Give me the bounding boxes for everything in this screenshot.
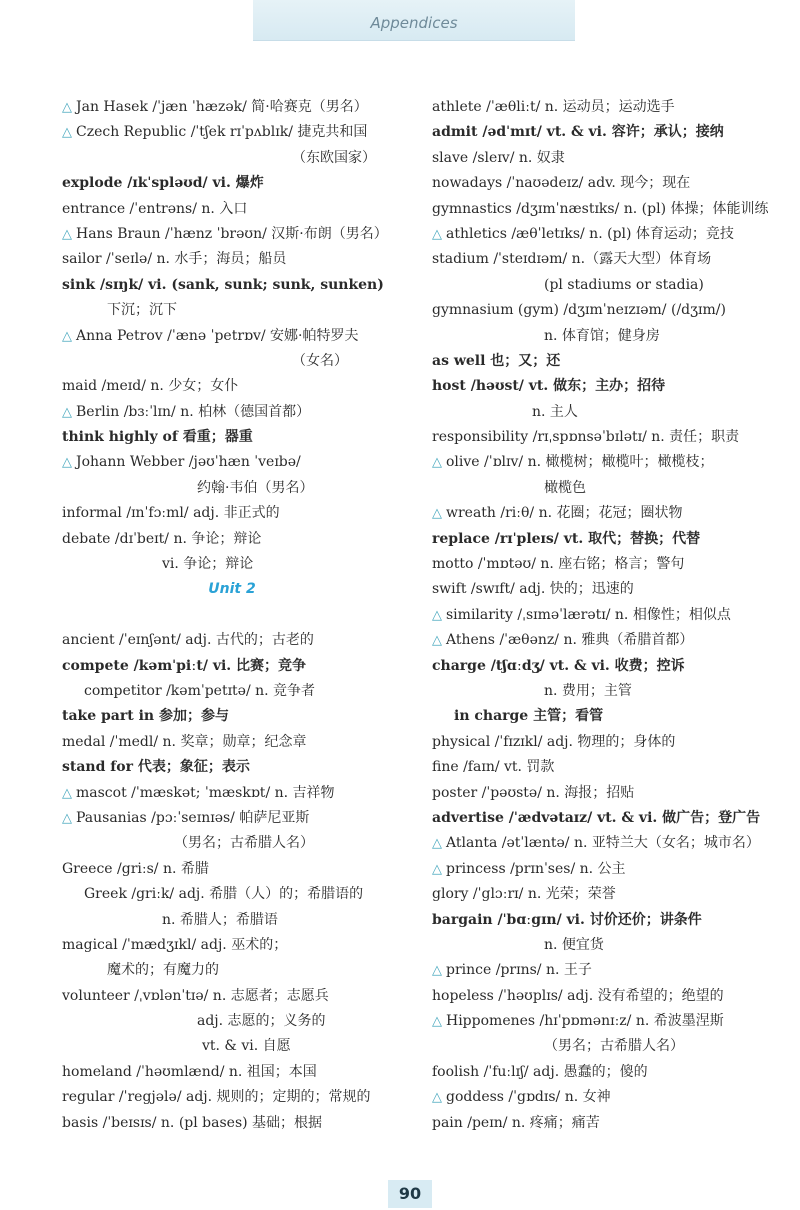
unit-heading: Unit 2 xyxy=(208,581,256,598)
entry-text: vt. & vi. 自愿 xyxy=(202,1038,291,1055)
entry-text: 橄榄色 xyxy=(544,479,586,496)
vocab-entry xyxy=(62,1034,402,1059)
vocab-entry xyxy=(62,806,402,831)
vocab-entry xyxy=(62,171,402,196)
triangle-marker-icon: △ xyxy=(62,785,72,801)
entry-text: slave /sleɪv/ n. 奴隶 xyxy=(432,149,565,166)
triangle-marker-icon: △ xyxy=(62,810,72,826)
entry-text: poster /ˈpəʊstə/ n. 海报；招贴 xyxy=(432,784,635,801)
entry-text: sink /sɪŋk/ vi. (sank, sunk; sunk, sunken) xyxy=(62,276,384,293)
vocab-entry xyxy=(62,1060,402,1085)
entry-text: n. 费用；主管 xyxy=(544,682,632,699)
entry-text: (pl stadiums or stadia) xyxy=(544,276,704,293)
vocab-entry xyxy=(432,958,777,983)
vocab-entry xyxy=(432,857,777,882)
triangle-marker-icon: △ xyxy=(432,226,442,242)
entry-text: athletics /æθˈletɪks/ n. (pl) 体育运动；竞技 xyxy=(446,225,734,242)
entry-text: Greek /griːk/ adj. 希腊（人）的；希腊语的 xyxy=(84,886,364,903)
entry-text: explode /ɪkˈspləʊd/ vi. 爆炸 xyxy=(62,175,264,192)
vocab-entry xyxy=(62,654,402,679)
entry-text: hopeless /ˈhəʊplɪs/ adj. 没有希望的；绝望的 xyxy=(432,987,724,1004)
entry-text: glory /ˈglɔːrɪ/ n. 光荣；荣誉 xyxy=(432,886,616,903)
vocab-entry xyxy=(432,349,777,374)
section-title: Appendices xyxy=(370,14,458,32)
entry-text: sailor /ˈseɪlə/ n. 水手；海员；船员 xyxy=(62,251,287,268)
entry-text: informal /ɪnˈfɔːml/ adj. 非正式的 xyxy=(62,505,280,522)
vocab-entry xyxy=(62,374,402,399)
entry-text: take part in 参加；参与 xyxy=(62,708,229,725)
triangle-marker-icon: △ xyxy=(62,328,72,344)
vocab-entry xyxy=(62,958,402,983)
vocab-entry xyxy=(62,857,402,882)
entry-text: n. 体育馆；健身房 xyxy=(544,327,660,344)
entry-text: 魔术的；有魔力的 xyxy=(107,962,219,979)
vocab-entry xyxy=(62,1085,402,1110)
vocab-entry xyxy=(62,704,402,729)
vocab-entry xyxy=(62,628,402,653)
vocab-entry xyxy=(432,781,777,806)
entry-text: Czech Republic /ˈtʃek rɪˈpʌblɪk/ 捷克共和国 xyxy=(76,124,368,141)
vocab-entry xyxy=(432,1034,777,1059)
triangle-marker-icon: △ xyxy=(62,100,72,115)
vocab-entry xyxy=(62,755,402,780)
entry-text: responsibility /rɪˌspɒnsəˈbɪlətɪ/ n. 责任；职责 xyxy=(432,429,740,446)
vocab-entry xyxy=(62,95,402,120)
entry-text: prince /prɪns/ n. 王子 xyxy=(446,962,592,979)
vocab-entry xyxy=(432,197,777,222)
entry-text: host /həʊst/ vt. 做东；主办；招待 xyxy=(432,378,666,395)
vocab-entry xyxy=(432,501,777,526)
vocab-entry xyxy=(62,933,402,958)
entry-text: mascot /ˈmæskət; ˈmæskɒt/ n. 吉祥物 xyxy=(76,784,335,801)
vocab-entry xyxy=(432,603,777,628)
vocab-entry xyxy=(432,400,777,425)
vocab-entry xyxy=(432,1111,777,1136)
header-band xyxy=(253,0,575,41)
vocab-entry xyxy=(432,1060,777,1085)
entry-text: Athens /ˈæθənz/ n. 雅典（希腊首都） xyxy=(446,632,694,649)
triangle-marker-icon: △ xyxy=(432,1014,442,1030)
entry-text: princess /prɪnˈses/ n. 公主 xyxy=(446,860,626,877)
vocab-entry xyxy=(432,1085,777,1110)
entry-text: charge /tʃɑːdʒ/ vt. & vi. 收费；控诉 xyxy=(432,657,685,674)
vocab-entry xyxy=(432,679,777,704)
triangle-marker-icon: △ xyxy=(432,836,442,852)
vocab-entry xyxy=(432,755,777,780)
left-column xyxy=(62,95,402,1136)
vocab-entry xyxy=(432,527,777,552)
vocab-entry xyxy=(62,679,402,704)
entry-text: wreath /riːθ/ n. 花圈；花冠；圈状物 xyxy=(446,505,683,522)
vocab-entry xyxy=(62,450,402,475)
entry-text: medal /ˈmedl/ n. 奖章；勋章；纪念章 xyxy=(62,733,307,750)
entry-text: magical /ˈmædʒɪkl/ adj. 巫术的； xyxy=(62,936,288,953)
vocab-entry xyxy=(62,400,402,425)
vocab-entry xyxy=(432,628,777,653)
vocab-entry xyxy=(62,781,402,806)
entry-text: gymnastics /dʒɪmˈnæstɪks/ n. (pl) 体操；体能训练 xyxy=(432,200,769,217)
vocab-entry xyxy=(432,933,777,958)
vocab-entry xyxy=(432,654,777,679)
vocab-entry xyxy=(432,476,777,501)
entry-text: adj. 志愿的；义务的 xyxy=(197,1013,326,1030)
vocab-entry xyxy=(62,222,402,247)
entry-text: Hans Braun /ˈhænz ˈbrəʊn/ 汉斯·布朗（男名） xyxy=(76,225,388,242)
entry-text: basis /ˈbeɪsɪs/ n. (pl bases) 基础；根据 xyxy=(62,1114,323,1131)
vocab-entry xyxy=(62,730,402,755)
entry-text: gymnasium (gym) /dʒɪmˈneɪzɪəm/ (/dʒɪm/) xyxy=(432,302,726,319)
entry-text: goddess /ˈgɒdɪs/ n. 女神 xyxy=(446,1089,611,1106)
vocab-entry xyxy=(432,882,777,907)
entry-text: replace /rɪˈpleɪs/ vt. 取代；替换；代替 xyxy=(432,530,701,547)
page-number: 90 xyxy=(398,1184,422,1203)
entry-text: n. 主人 xyxy=(532,403,578,420)
vocab-entry xyxy=(62,908,402,933)
entry-text: compete /kəmˈpiːt/ vi. 比赛；竞争 xyxy=(62,657,307,674)
entry-text: debate /dɪˈbeɪt/ n. 争论；辩论 xyxy=(62,530,262,547)
triangle-marker-icon: △ xyxy=(432,633,442,649)
vocab-entry xyxy=(432,577,777,602)
vocab-entry xyxy=(62,197,402,222)
vocab-entry xyxy=(432,146,777,171)
vocab-entry xyxy=(432,552,777,577)
entry-text: vi. 争论；辩论 xyxy=(162,556,254,573)
entry-text: Anna Petrov /ˈænə ˈpetrɒv/ 安娜·帕特罗夫 xyxy=(76,327,359,344)
entry-text: swift /swɪft/ adj. 快的；迅速的 xyxy=(432,581,634,598)
vocab-entry xyxy=(62,425,402,450)
entry-text: foolish /ˈfuːlɪʃ/ adj. 愚蠢的；傻的 xyxy=(432,1063,648,1080)
vocab-entry xyxy=(432,95,777,120)
entry-text: bargain /ˈbɑːgɪn/ vi. 讨价还价；讲条件 xyxy=(432,911,702,928)
entry-text: similarity /ˌsɪməˈlærətɪ/ n. 相像性；相似点 xyxy=(446,606,731,623)
vocab-entry xyxy=(432,425,777,450)
entry-text: Greece /griːs/ n. 希腊 xyxy=(62,860,209,877)
vocab-entry xyxy=(62,882,402,907)
entry-text: maid /meɪd/ n. 少女；女仆 xyxy=(62,378,239,395)
entry-text: （男名；古希腊人名） xyxy=(544,1038,684,1055)
vocab-entry xyxy=(62,1111,402,1136)
vocab-entry xyxy=(432,831,777,856)
entry-text: fine /faɪn/ vt. 罚款 xyxy=(432,759,555,776)
vocab-entry xyxy=(432,324,777,349)
entry-text: Atlanta /ətˈlæntə/ n. 亚特兰大（女名；城市名） xyxy=(446,835,760,852)
entry-text: n. 便宜货 xyxy=(544,936,604,953)
triangle-marker-icon: △ xyxy=(62,125,72,141)
entry-text: athlete /ˈæθliːt/ n. 运动员；运动选手 xyxy=(432,99,675,115)
entry-text: ancient /ˈeɪnʃənt/ adj. 古代的；古老的 xyxy=(62,632,314,649)
vocab-entry xyxy=(432,298,777,323)
vocab-entry xyxy=(432,806,777,831)
entry-text: （男名；古希腊人名） xyxy=(174,835,314,852)
entry-text: think highly of 看重；器重 xyxy=(62,429,253,446)
vocab-entry xyxy=(62,146,402,171)
vocab-entry xyxy=(432,984,777,1009)
entry-text: motto /ˈmɒtəʊ/ n. 座右铭；格言；警句 xyxy=(432,556,685,573)
entry-text: entrance /ˈentrəns/ n. 入口 xyxy=(62,200,248,217)
triangle-marker-icon: △ xyxy=(432,455,442,471)
triangle-marker-icon: △ xyxy=(432,506,442,522)
vocab-entry xyxy=(62,476,402,501)
entry-text: Johann Webber /jəʊˈhæn ˈveɪbə/ xyxy=(76,454,301,471)
entry-text: physical /ˈfɪzɪkl/ adj. 物理的；身体的 xyxy=(432,733,676,750)
triangle-marker-icon: △ xyxy=(432,607,442,623)
triangle-marker-icon: △ xyxy=(432,861,442,877)
entry-text: pain /peɪn/ n. 疼痛；痛苦 xyxy=(432,1114,600,1131)
triangle-marker-icon: △ xyxy=(432,963,442,979)
entry-text: as well 也；又；还 xyxy=(432,352,561,369)
vocab-entry xyxy=(62,273,402,298)
triangle-marker-icon: △ xyxy=(62,404,72,420)
entry-text: volunteer /ˌvɒlənˈtɪə/ n. 志愿者；志愿兵 xyxy=(62,987,329,1004)
entry-text: stand for 代表；象征；表示 xyxy=(62,759,250,776)
entry-text: Pausanias /pɔːˈseɪnɪəs/ 帕萨尼亚斯 xyxy=(76,809,310,826)
vocab-entry xyxy=(432,374,777,399)
vocab-entry xyxy=(432,1009,777,1034)
vocab-entry xyxy=(432,222,777,247)
entry-text: in charge 主管；看管 xyxy=(454,708,604,725)
triangle-marker-icon: △ xyxy=(432,1090,442,1106)
vocab-entry xyxy=(432,171,777,196)
entry-text: admit /ədˈmɪt/ vt. & vi. 容许；承认；接纳 xyxy=(432,124,724,141)
entry-text: n. 希腊人；希腊语 xyxy=(162,911,278,928)
vocab-entry xyxy=(432,247,777,272)
entry-text: homeland /ˈhəʊmlænd/ n. 祖国；本国 xyxy=(62,1063,317,1080)
entry-text: advertise /ˈædvətaɪz/ vt. & vi. 做广告；登广告 xyxy=(432,809,761,826)
entry-text: Berlin /bɜːˈlɪn/ n. 柏林（德国首都） xyxy=(76,403,311,420)
right-column xyxy=(432,95,777,1136)
entry-text: Jan Hasek /ˈjæn ˈhæzək/ 简·哈赛克（男名） xyxy=(76,99,368,115)
entry-text: nowadays /ˈnaʊədeɪz/ adv. 现今；现在 xyxy=(432,175,691,192)
vocab-entry xyxy=(432,730,777,755)
entry-text: Hippomenes /hɪˈpɒmənɪːz/ n. 希波墨涅斯 xyxy=(446,1013,724,1030)
blank-line xyxy=(62,603,402,628)
triangle-marker-icon: △ xyxy=(62,226,72,242)
vocab-entry xyxy=(62,247,402,272)
vocab-entry xyxy=(62,349,402,374)
vocab-entry xyxy=(432,908,777,933)
entry-text: competitor /kəmˈpetɪtə/ n. 竞争者 xyxy=(84,682,316,699)
entry-text: （东欧国家） xyxy=(292,149,376,166)
vocab-entry xyxy=(432,450,777,475)
vocab-entry xyxy=(62,298,402,323)
vocab-entry xyxy=(432,704,777,729)
vocab-entry xyxy=(62,527,402,552)
vocab-entry xyxy=(62,324,402,349)
vocab-entry xyxy=(62,120,402,145)
vocab-entry xyxy=(62,501,402,526)
vocab-entry xyxy=(62,1009,402,1034)
entry-text: stadium /ˈsteɪdɪəm/ n.（露天大型）体育场 xyxy=(432,251,712,268)
vocab-entry xyxy=(432,273,777,298)
vocab-entry xyxy=(62,831,402,856)
entry-text: 约翰·韦伯（男名） xyxy=(197,479,314,496)
vocab-entry xyxy=(62,552,402,577)
page-number-box xyxy=(388,1180,432,1208)
entry-text: olive /ˈɒlɪv/ n. 橄榄树；橄榄叶；橄榄枝； xyxy=(446,454,714,471)
entry-text: （女名） xyxy=(292,352,348,369)
vocab-entry xyxy=(62,984,402,1009)
triangle-marker-icon: △ xyxy=(62,455,72,471)
vocab-entry xyxy=(432,120,777,145)
entry-text: 下沉；沉下 xyxy=(107,302,177,319)
entry-text: regular /ˈregjələ/ adj. 规则的；定期的；常规的 xyxy=(62,1089,371,1106)
